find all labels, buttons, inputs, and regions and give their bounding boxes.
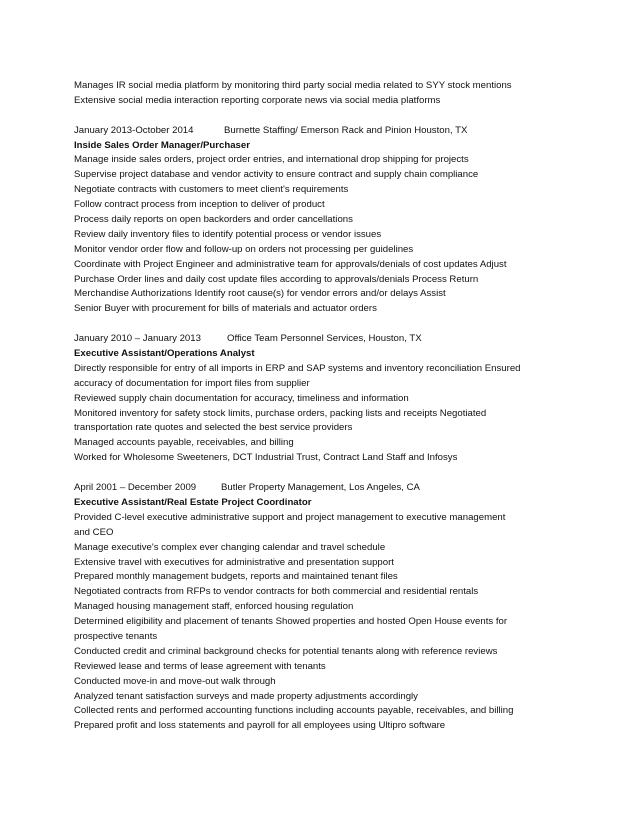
section-spacer [74,109,574,124]
job-duty: Prepared monthly management budgets, reports and maintained tenant files [74,571,398,583]
job-duty: and CEO [74,526,114,538]
job-duty: Determined eligibility and placement of tenants Showed properties and hosted Open House events for [74,616,508,628]
job-company: Butler Property Management, Los Angeles, CA [221,482,420,494]
job-duty: Reviewed supply chain documentation for accuracy, timeliness and information [74,392,409,404]
job-duty: Negotiated contracts from RFPs to vendor contracts for both commercial and residential rentals [74,586,479,598]
job-duty: Negotiate contracts with customers to meet client's requirements [74,184,349,196]
job-duty: Provided C-level executive administrative support and project management to executive management [74,511,506,523]
job-header [74,124,574,139]
job-duty: Senior Buyer with procurement for bills of materials and actuator orders [74,303,377,315]
intro-section [74,79,574,109]
intro-line: Extensive social media interaction reporting corporate news via social media platforms [74,94,441,106]
job-duty: Merchandise Authorizations Identify root cause(s) for vendor errors and/or delays Assist [74,288,446,300]
job-header [74,481,574,496]
job-dates: April 2001 – December 2009 [74,482,197,494]
job-duty: accuracy of documentation for import files from supplier [74,377,310,389]
job-duty: Manage inside sales orders, project order entries, and international drop shipping for projects [74,154,469,166]
job-entry [74,332,574,466]
job-title: Executive Assistant/Real Estate Project Coordinator [74,496,312,508]
job-duty: Directly responsible for entry of all imports in ERP and SAP systems and inventory reconciliation Ensured [74,362,521,374]
job-duty: Review daily inventory files to identify potential process or vendor issues [74,228,382,240]
job-duty: Reviewed lease and terms of lease agreement with tenants [74,660,326,672]
job-title: Inside Sales Order Manager/Purchaser [74,139,250,151]
job-duty: Monitored inventory for safety stock limits, purchase orders, packing lists and receipts Negotiated [74,407,487,419]
job-duty: Conducted move-in and move-out walk through [74,675,276,687]
job-duty: Supervise project database and vendor activity to ensure contract and supply chain compliance [74,169,479,181]
job-dates: January 2010 – January 2013 [74,333,201,345]
section-spacer [74,466,574,481]
job-duty: Analyzed tenant satisfaction surveys and made property adjustments accordingly [74,690,418,702]
job-duty: Conducted credit and criminal background checks for potential tenants along with reference reviews [74,645,498,657]
job-duty: transportation rate quotes and selected the best service providers [74,422,353,434]
job-duty: prospective tenants [74,630,158,642]
job-duty: Monitor vendor order flow and follow-up on orders not processing per guidelines [74,243,414,255]
job-duty: Follow contract process from inception to deliver of product [74,199,325,211]
job-title: Executive Assistant/Operations Analyst [74,348,255,360]
job-entry [74,124,574,318]
job-duty: Collected rents and performed accounting functions including accounts payable, receivables, and billing [74,705,514,717]
job-duty: Manage executive's complex ever changing calendar and travel schedule [74,541,386,553]
job-duty: Worked for Wholesome Sweeteners, DCT Industrial Trust, Contract Land Staff and Infosys [74,452,458,464]
job-duty: Purchase Order lines and daily cost update files according to approvals/denials Process Return [74,273,479,285]
job-dates: January 2013-October 2014 [74,124,194,136]
job-company: Office Team Personnel Services, Houston, TX [227,333,422,345]
job-duty: Process daily reports on open backorders and order cancellations [74,214,353,226]
job-entry [74,481,574,734]
intro-line: Manages IR social media platform by monitoring third party social media related to SYY stock mentions [74,80,512,91]
resume-content [74,79,574,734]
job-header [74,332,574,347]
section-spacer [74,317,574,332]
job-duty: Prepared profit and loss statements and payroll for all employees using Ultipro software [74,720,446,732]
job-duty: Managed accounts payable, receivables, and billing [74,437,294,449]
job-duty: Extensive travel with executives for administrative and presentation support [74,556,394,568]
job-company: Burnette Staffing/ Emerson Rack and Pinion Houston, TX [224,124,468,136]
job-duty: Managed housing management staff, enforced housing regulation [74,601,354,613]
job-duty: Coordinate with Project Engineer and administrative team for approvals/denials of cost updates Adjust [74,258,507,270]
